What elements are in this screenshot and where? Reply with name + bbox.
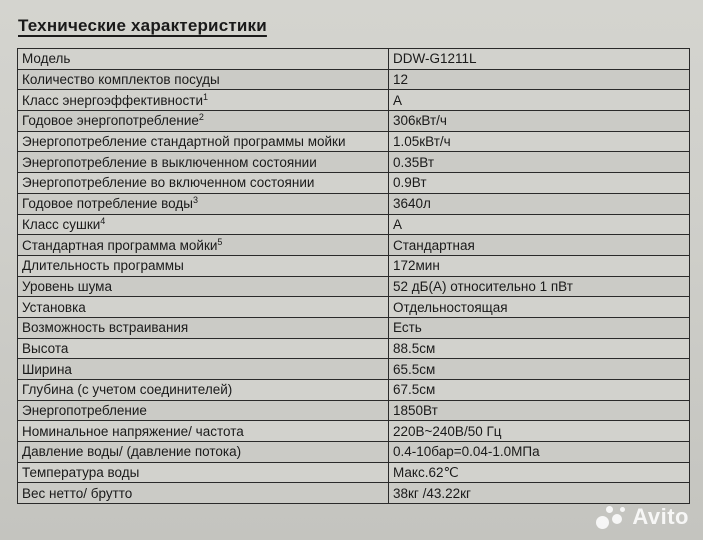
- spec-value-cell: [389, 255, 690, 276]
- spec-name-cell: [18, 111, 389, 132]
- spec-value-cell: [389, 297, 690, 318]
- table-row: [18, 214, 690, 235]
- spec-name: Годовое потребление воды: [22, 196, 193, 212]
- spec-value: A: [393, 92, 403, 108]
- spec-name: Класс сушки: [22, 216, 101, 232]
- table-row: [18, 111, 690, 132]
- spec-value-cell: [389, 131, 690, 152]
- table-row: [18, 442, 690, 463]
- spec-value: 38кг /43.22кг: [393, 485, 471, 501]
- spec-name-cell: [18, 90, 389, 111]
- spec-value-cell: [389, 111, 690, 132]
- spec-value-cell: [389, 193, 690, 214]
- table-row: [18, 193, 690, 214]
- spec-value-cell: [389, 462, 690, 483]
- table-row: [18, 49, 690, 70]
- spec-value: Макс.62℃: [393, 465, 459, 481]
- spec-value: 65.5см: [393, 361, 436, 377]
- spec-value: 1850Вт: [393, 403, 438, 419]
- footnote-marker: 4: [100, 215, 106, 226]
- spec-name: Номинальное напряжение/ частота: [22, 423, 244, 439]
- spec-name: Высота: [22, 340, 69, 356]
- table-row: [18, 317, 690, 338]
- spec-name: Глубина (с учетом соединителей): [22, 382, 233, 398]
- spec-value: DDW-G1211L: [393, 51, 477, 67]
- table-row: [18, 90, 690, 111]
- table-row: [18, 131, 690, 152]
- spec-value: 0.9Вт: [393, 175, 427, 191]
- table-row: [18, 380, 690, 401]
- spec-table: [17, 48, 690, 504]
- table-row: [18, 69, 690, 90]
- spec-value-cell: [389, 400, 690, 421]
- spec-name: Давление воды/ (давление потока): [22, 444, 242, 460]
- spec-value: 0.4-10бар=0.04-1.0МПа: [393, 444, 540, 460]
- spec-name-cell: [18, 131, 389, 152]
- spec-name: Количество комплектов посуды: [22, 72, 220, 88]
- spec-value-cell: [389, 235, 690, 256]
- table-row: [18, 152, 690, 173]
- avito-watermark: [596, 504, 689, 530]
- spec-name: Возможность встраивания: [22, 320, 189, 336]
- table-row: [18, 255, 690, 276]
- spec-name-cell: [18, 317, 389, 338]
- table-row: [18, 421, 690, 442]
- spec-name-cell: [18, 462, 389, 483]
- spec-name: Энергопотребление стандартной программы мойки: [22, 134, 346, 150]
- spec-name: Энергопотребление в выключенном состоянии: [22, 154, 317, 170]
- spec-name-cell: [18, 359, 389, 380]
- spec-value-cell: [389, 90, 690, 111]
- table-row: [18, 173, 690, 194]
- spec-value-cell: [389, 49, 690, 70]
- spec-name-cell: [18, 297, 389, 318]
- table-row: [18, 359, 690, 380]
- spec-value: Стандартная: [393, 237, 475, 253]
- spec-value-cell: [389, 442, 690, 463]
- page-title: Технические характеристики: [18, 16, 267, 35]
- table-row: [18, 338, 690, 359]
- spec-name-cell: [18, 255, 389, 276]
- spec-name-cell: [18, 338, 389, 359]
- spec-value-cell: [389, 359, 690, 380]
- spec-name-cell: [18, 235, 389, 256]
- spec-value: 0.35Вт: [393, 154, 435, 170]
- spec-value-cell: [389, 152, 690, 173]
- spec-name: Модель: [22, 51, 71, 67]
- spec-name-cell: [18, 276, 389, 297]
- footnote-marker: 2: [198, 112, 204, 123]
- spec-name-cell: [18, 214, 389, 235]
- spec-name: Класс энергоэффективности: [22, 92, 203, 108]
- spec-name-cell: [18, 193, 389, 214]
- spec-value-cell: [389, 338, 690, 359]
- spec-name-cell: [18, 483, 389, 504]
- spec-value: 172мин: [393, 258, 440, 274]
- spec-name: Установка: [22, 299, 86, 315]
- spec-name-cell: [18, 442, 389, 463]
- spec-value: A: [393, 216, 403, 232]
- table-row: [18, 483, 690, 504]
- spec-value-cell: [389, 69, 690, 90]
- spec-value-cell: [389, 276, 690, 297]
- spec-value: 67.5см: [393, 382, 436, 398]
- spec-name: Годовое энергопотребление: [22, 113, 199, 129]
- spec-name-cell: [18, 152, 389, 173]
- spec-name: Температура воды: [22, 465, 140, 481]
- watermark-text: Avito: [632, 504, 689, 529]
- spec-name: Энергопотребление: [22, 403, 147, 419]
- footnote-marker: 3: [192, 195, 198, 206]
- spec-name: Длительность программы: [22, 258, 184, 274]
- spec-value-cell: [389, 173, 690, 194]
- spec-name-cell: [18, 400, 389, 421]
- spec-value-cell: [389, 380, 690, 401]
- spec-value-cell: [389, 214, 690, 235]
- spec-value: 306кВт/ч: [393, 113, 447, 129]
- spec-value: 88.5см: [393, 340, 436, 356]
- footnote-marker: 5: [217, 236, 223, 247]
- spec-value: Отдельностоящая: [393, 299, 508, 315]
- spec-name-cell: [18, 49, 389, 70]
- spec-name: Вес нетто/ брутто: [22, 485, 133, 501]
- spec-name-cell: [18, 380, 389, 401]
- table-row: [18, 297, 690, 318]
- spec-value: Есть: [393, 320, 422, 336]
- spec-name: Стандартная программа мойки: [22, 237, 218, 253]
- spec-value: 220В~240В/50 Гц: [393, 423, 502, 439]
- spec-value-cell: [389, 421, 690, 442]
- spec-table-body: [18, 49, 690, 504]
- spec-name: Ширина: [22, 361, 72, 377]
- spec-name-cell: [18, 173, 389, 194]
- spec-name: Энергопотребление во включенном состоянии: [22, 175, 315, 191]
- spec-name-cell: [18, 69, 389, 90]
- table-row: [18, 400, 690, 421]
- avito-dots-icon: [596, 504, 626, 530]
- footnote-marker: 1: [203, 91, 209, 102]
- spec-value: 12: [393, 72, 409, 88]
- spec-value: 3640л: [393, 196, 431, 212]
- table-row: [18, 235, 690, 256]
- spec-name: Уровень шума: [22, 278, 112, 294]
- spec-value: 1.05кВт/ч: [393, 134, 451, 150]
- table-row: [18, 276, 690, 297]
- spec-value: 52 дБ(А) относительно 1 пВт: [393, 278, 573, 294]
- table-row: [18, 462, 690, 483]
- spec-value-cell: [389, 317, 690, 338]
- spec-name-cell: [18, 421, 389, 442]
- spec-value-cell: [389, 483, 690, 504]
